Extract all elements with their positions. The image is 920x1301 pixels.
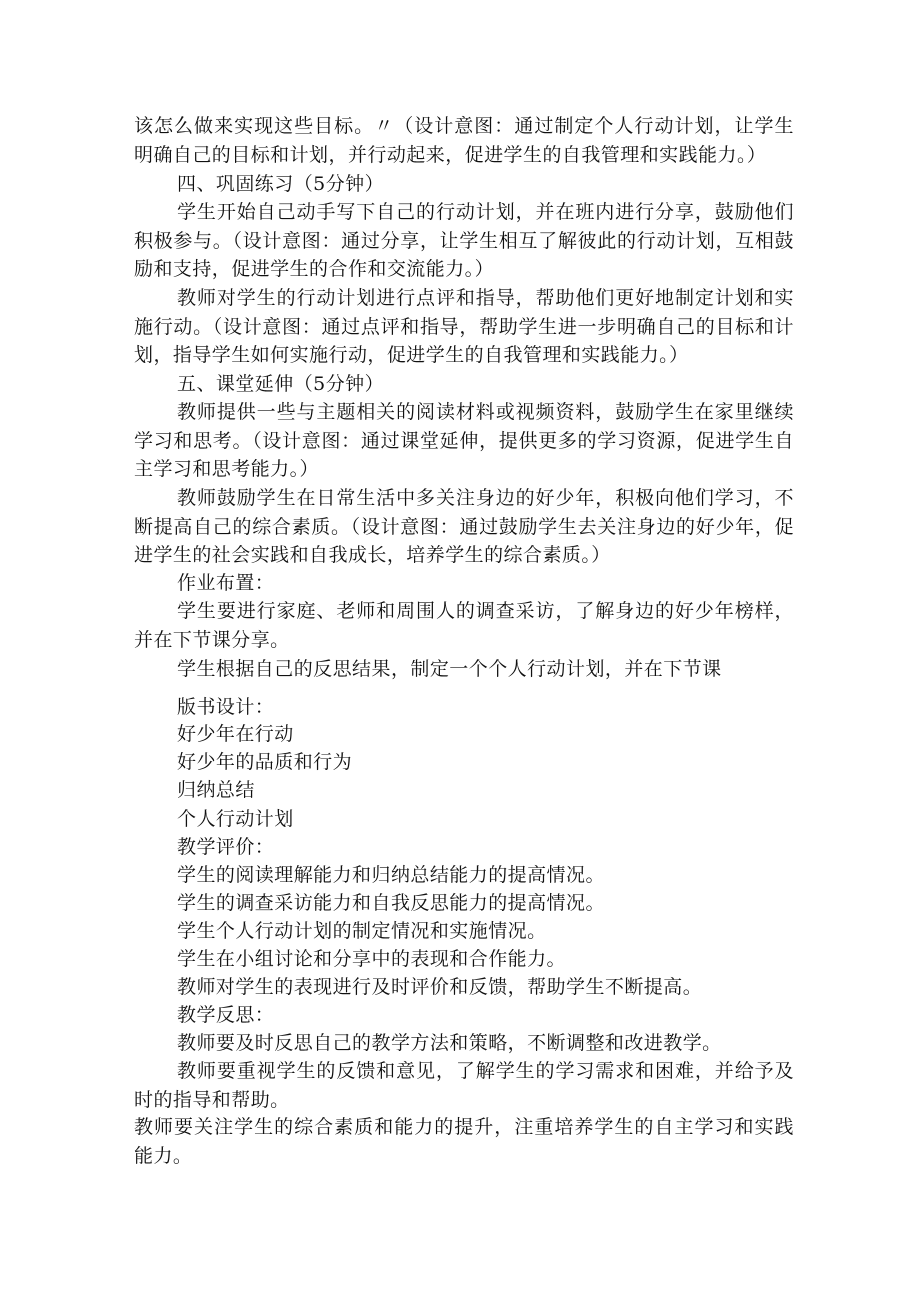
reflection-item: 教师要重视学生的反馈和意见，了解学生的学习需求和困难，并给予及时的指导和帮助。 bbox=[134, 1060, 794, 1111]
section-heading-extension: 五、课堂延伸（5分钟） bbox=[177, 373, 385, 395]
paragraph-homework-survey: 学生要进行家庭、老师和周围人的调查采访，了解身边的好少年榜样，并在下节课分享。 bbox=[134, 600, 794, 651]
board-item: 个人行动计划 bbox=[177, 808, 294, 830]
paragraph-goal-intent: 该怎么做来实现这些目标。〃（设计意图：通过制定个人行动计划，让学生明确自己的目标和计划，并行动起来，促进学生的自我管理和实践能力。） bbox=[134, 115, 794, 166]
evaluation-item: 学生在小组讨论和分享中的表现和合作能力。 bbox=[177, 948, 567, 970]
section-heading-board: 版书设计： bbox=[177, 696, 275, 718]
reflection-item: 教师要关注学生的综合素质和能力的提升，注重培养学生的自主学习和实践能力。 bbox=[134, 1116, 794, 1167]
evaluation-item: 学生的调查采访能力和自我反思能力的提高情况。 bbox=[177, 892, 605, 914]
evaluation-item: 学生个人行动计划的制定情况和实施情况。 bbox=[177, 920, 547, 942]
board-item: 好少年在行动 bbox=[177, 723, 294, 745]
section-heading-reflection: 教学反思： bbox=[177, 1004, 275, 1026]
evaluation-item: 教师对学生的表现进行及时评价和反馈，帮助学生不断提高。 bbox=[177, 976, 703, 998]
paragraph-teacher-feedback: 教师对学生的行动计划进行点评和指导，帮助他们更好地制定计划和实施行动。（设计意图：通过点评和指导，帮助学生进一步明确自己的目标和计划，指导学生如何实施行动，促进学生的自我管理和实践能力。） bbox=[134, 287, 794, 366]
paragraph-share-plan: 学生开始自己动手写下自己的行动计划，并在班内进行分享，鼓励他们积极参与。（设计意图：通过分享，让学生相互了解彼此的行动计划，互相鼓励和支持，促进学生的合作和交流能力。） bbox=[134, 201, 794, 280]
board-item: 好少年的品质和行为 bbox=[177, 751, 353, 773]
board-item: 归纳总结 bbox=[177, 779, 255, 801]
reflection-item: 教师要及时反思自己的教学方法和策略，不断调整和改进教学。 bbox=[177, 1032, 722, 1054]
paragraph-good-youth: 教师鼓励学生在日常生活中多关注身边的好少年，积极向他们学习，不断提高自己的综合素质。（设计意图：通过鼓励学生去关注身边的好少年，促进学生的社会实践和自我成长，培养学生的综合素质。） bbox=[134, 487, 794, 566]
section-heading-homework: 作业布置： bbox=[177, 572, 275, 594]
section-heading-practice: 四、巩固练习（5分钟） bbox=[177, 173, 385, 195]
paragraph-reading-materials: 教师提供一些与主题相关的阅读材料或视频资料，鼓励学生在家里继续学习和思考。（设计意图：通过课堂延伸，提供更多的学习资源，促进学生自主学习和思考能力。） bbox=[134, 401, 794, 480]
paragraph-homework-plan: 学生根据自己的反思结果，制定一个个人行动计划，并在下节课 bbox=[177, 658, 722, 680]
evaluation-item: 学生的阅读理解能力和归纳总结能力的提高情况。 bbox=[177, 864, 605, 886]
section-heading-evaluation: 教学评价： bbox=[177, 836, 275, 858]
